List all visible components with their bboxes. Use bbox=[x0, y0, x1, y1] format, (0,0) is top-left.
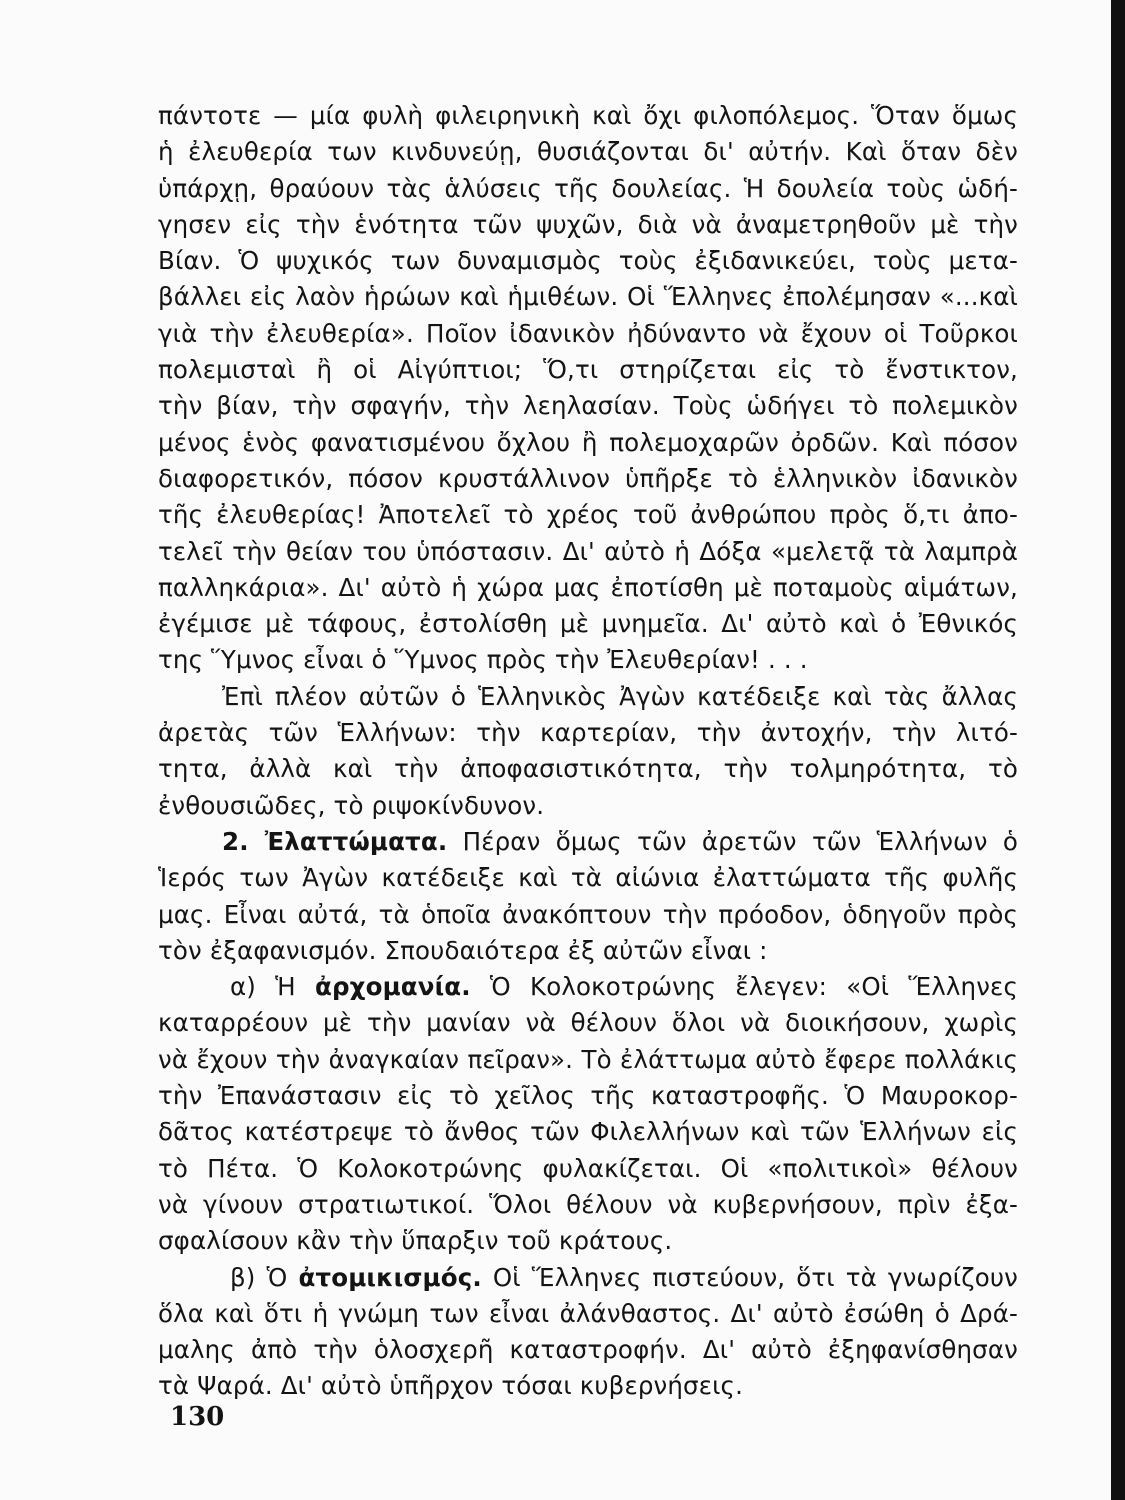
text-line: ἐγέμισε μὲ τάφους, ἐστολίσθη μὲ μνημεῖα. Δι' αὐτὸ καὶ ὁ Ἐθνικός bbox=[158, 609, 1018, 639]
text-line: τὰ Ψαρά. Δι' αὐτὸ ὑπῆρχον τόσαι κυβερνήσεις. bbox=[158, 1371, 744, 1401]
text-line: τῆς ἐλευθερίας! Ἀποτελεῖ τὸ χρέος τοῦ ἀνθρώπου πρὸς ὅ,τι ἀπο- bbox=[158, 500, 1018, 530]
list-item-a bbox=[158, 969, 1018, 1005]
page-edge-shadow bbox=[1111, 0, 1125, 1500]
text-line: διαφορετικόν, πόσον κρυστάλλινον ὑπῆρξε τὸ ἑλληνικὸν ἰδανικὸν bbox=[158, 463, 1018, 493]
body-text bbox=[158, 98, 1018, 1405]
text-line: πάντοτε — μία φυλὴ φιλειρηνικὴ καὶ ὄχι φιλοπόλεμος. Ὅταν ὅμως bbox=[158, 101, 1018, 130]
text-line: ὑπάρχῃ, θραύουν τὰς ἁλύσεις τῆς δουλείας. Ἡ δουλεία τοὺς ὡδή- bbox=[158, 173, 1018, 203]
text-fragment: Πέραν ὅμως τῶν ἀρετῶν τῶν Ἑλλήνων ὁ bbox=[462, 826, 1018, 856]
list-term: ἀτομικισμός. bbox=[298, 1262, 482, 1292]
text-line: πολεμισταὶ ἢ οἱ Αἰγύπτιοι; Ὅ,τι στηρίζεται εἰς τὸ ἔνστικτον, bbox=[158, 355, 1018, 385]
text-line: καταρρέουν μὲ τὴν μανίαν νὰ θέλουν ὅλοι νὰ διοικήσουν, χωρὶς bbox=[158, 1008, 1018, 1038]
section-heading: 2. Ἐλαττώματα. bbox=[222, 826, 448, 856]
text-line: ἡ ἐλευθερία των κινδυνεύῃ, θυσιάζονται δι' αὐτήν. Καὶ ὅταν δὲν bbox=[158, 137, 1018, 167]
text-line: μας. Εἶναι αὐτά, τὰ ὁποῖα ἀνακόπτουν τὴν πρόοδον, ὁδηγοῦν πρὸς bbox=[158, 899, 1018, 929]
text-line: τελεῖ τὴν θείαν του ὑπόστασιν. Δι' αὐτὸ ἡ Δόξα «μελετᾷ τὰ λαμπρὰ bbox=[158, 536, 1018, 566]
list-label: α) Ἡ bbox=[230, 972, 296, 1002]
text-line: ὅλα καὶ ὅτι ἡ γνώμη των εἶναι ἀλάνθαστος. Δι' αὐτὸ ἐσώθη ὁ Δρά- bbox=[158, 1298, 1018, 1328]
text-line: βάλλει εἰς λαὸν ἡρώων καὶ ἡμιθέων. Οἱ Ἕλληνες ἐπολέμησαν «...καὶ bbox=[158, 282, 1018, 312]
text-line: νὰ ἔχουν τὴν ἀναγκαίαν πεῖραν». Τὸ ἐλάττωμα αὐτὸ ἔφερε πολλάκις bbox=[158, 1044, 1018, 1074]
text-line: τὴν βίαν, τὴν σφαγήν, τὴν λεηλασίαν. Τοὺς ὡδήγει τὸ πολεμικὸν bbox=[158, 391, 1018, 421]
text-fragment: Οἱ Ἕλληνες πιστεύουν, ὅτι τὰ γνωρίζουν bbox=[492, 1262, 1018, 1292]
text-line: τητα, ἀλλὰ καὶ τὴν ἀποφασιστικότητα, τὴν τολμηρότητα, τὸ bbox=[158, 754, 1018, 784]
text-line: Ἐπὶ πλέον αὐτῶν ὁ Ἑλληνικὸς Ἀγὼν κατέδειξε καὶ τὰς ἄλλας bbox=[222, 681, 1018, 711]
list-item-b bbox=[158, 1260, 1018, 1296]
text-line: Βίαν. Ὁ ψυχικός των δυναμισμὸς τοὺς ἐξιδανικεύει, τοὺς μετα- bbox=[158, 246, 1018, 276]
page-number: 130 bbox=[170, 1402, 225, 1432]
text-line: μαλης ἀπὸ τὴν ὁλοσχερῆ καταστροφήν. Δι' αὐτὸ ἐξηφανίσθησαν bbox=[158, 1335, 1018, 1365]
text-line: τὸ Πέτα. Ὁ Κολοκοτρώνης φυλακίζεται. Οἱ «πολιτικοὶ» θέλουν bbox=[158, 1153, 1018, 1183]
text-line: δᾶτος κατέστρεψε τὸ ἄνθος τῶν Φιλελλήνων καὶ τῶν Ἑλλήνων εἰς bbox=[158, 1117, 1018, 1147]
text-line: ἐνθουσιῶδες, τὸ ριψοκίνδυνον. bbox=[158, 790, 545, 820]
text-line: της Ὕμνος εἶναι ὁ Ὕμνος πρὸς τὴν Ἐλευθερίαν! . . . bbox=[158, 645, 808, 675]
list-label: β) Ὁ bbox=[230, 1262, 288, 1292]
text-line: μένος ἑνὸς φανατισμένου ὄχλου ἢ πολεμοχαρῶν ὀρδῶν. Καὶ πόσον bbox=[158, 427, 1018, 457]
text-line: παλληκάρια». Δι' αὐτὸ ἡ χώρα μας ἐποτίσθη μὲ ποταμοὺς αἱμάτων, bbox=[158, 572, 1018, 602]
list-term: ἀρχομανία. bbox=[314, 972, 471, 1002]
section-heading-line bbox=[158, 824, 1018, 860]
text-line: γησεν εἰς τὴν ἑνότητα τῶν ψυχῶν, διὰ νὰ ἀναμετρηθοῦν μὲ τὴν bbox=[158, 209, 1018, 239]
text-line: σφαλίσουν κἂν τὴν ὕπαρξιν τοῦ κράτους. bbox=[158, 1226, 673, 1256]
text-line: νὰ γίνουν στρατιωτικοί. Ὅλοι θέλουν νὰ κυβερνήσουν, πρὶν ἐξα- bbox=[158, 1189, 1018, 1219]
text-line: Ἱερός των Ἀγὼν κατέδειξε καὶ τὰ αἰώνια ἐλαττώματα τῆς φυλῆς bbox=[158, 863, 1018, 893]
text-line: τὸν ἐξαφανισμόν. Σπουδαιότερα ἐξ αὐτῶν εἶναι : bbox=[158, 935, 768, 965]
text-line: γιὰ τὴν ἐλευθερία». Ποῖον ἰδανικὸν ἠδύναντο νὰ ἔχουν οἱ Τοῦρκοι bbox=[158, 318, 1018, 348]
text-line: ἀρετὰς τῶν Ἑλλήνων: τὴν καρτερίαν, τὴν ἀντοχήν, τὴν λιτό- bbox=[158, 718, 1018, 748]
text-line: τὴν Ἐπανάστασιν εἰς τὸ χεῖλος τῆς καταστροφῆς. Ὁ Μαυροκορ- bbox=[158, 1081, 1018, 1111]
text-fragment: Ὁ Κολοκοτρώνης ἔλεγεν: «Οἱ Ἕλληνες bbox=[489, 972, 1018, 1002]
